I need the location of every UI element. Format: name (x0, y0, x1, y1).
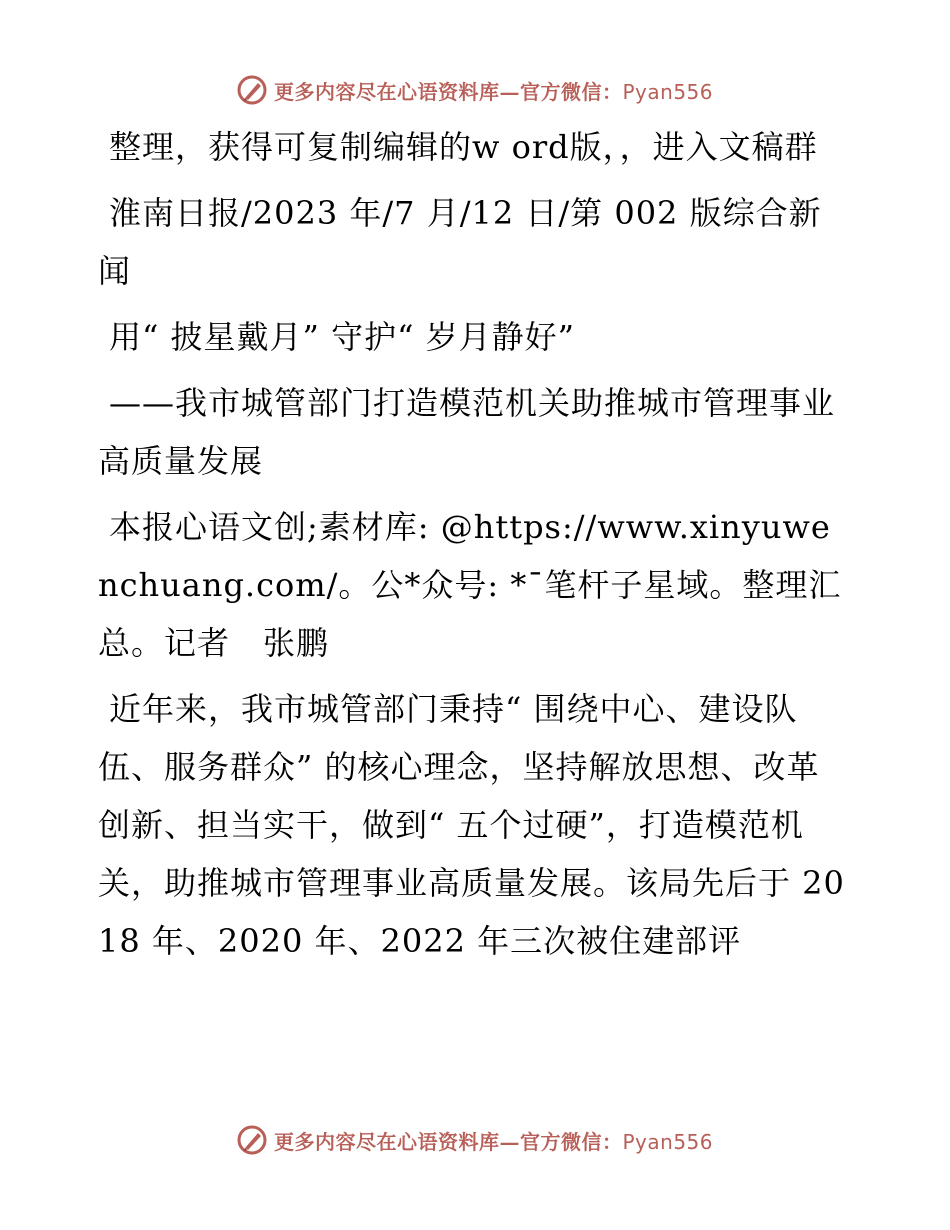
paragraph-byline: 本报心语文创;素材库: @https://www.xinyuwenchuang.com/。公*众号: *¯笔杆子星域。整理汇总。记者 张鹏 (98, 508, 842, 662)
paragraph-intro: 整理，获得可复制编辑的w ord版，，进入文稿群 (109, 128, 818, 166)
watermark-footer (236, 1122, 713, 1158)
watermark-text: 更多内容尽在心语资料库—官方微信：Pyan556 (274, 1129, 714, 1154)
watermark-text: 更多内容尽在心语资料库—官方微信：Pyan556 (274, 79, 714, 104)
pen-logo-icon (236, 1124, 268, 1156)
article-title: 用“ 披星戴月” 守护“ 岁月静好” (109, 318, 575, 356)
watermark-header (236, 72, 713, 108)
article-subtitle: ——我市城管部门打造模范机关助推城市管理事业高质量发展 (98, 384, 836, 480)
pen-logo-icon (236, 74, 268, 106)
paragraph-body: 近年来，我市城管部门秉持“ 围绕中心、建设队伍、服务群众” 的核心理念，坚持解放思想、改革创新、担当实干，做到“ 五个过硬”，打造模范机关，助推城市管理事业高质量发展。该局先后于 2018 年、2020 年、2022 年三次被住建部评 (98, 690, 845, 960)
paragraph-source: 淮南日报/2023 年/7 月/12 日/第 002 版综合新闻 (98, 194, 822, 290)
document-body (98, 118, 850, 978)
